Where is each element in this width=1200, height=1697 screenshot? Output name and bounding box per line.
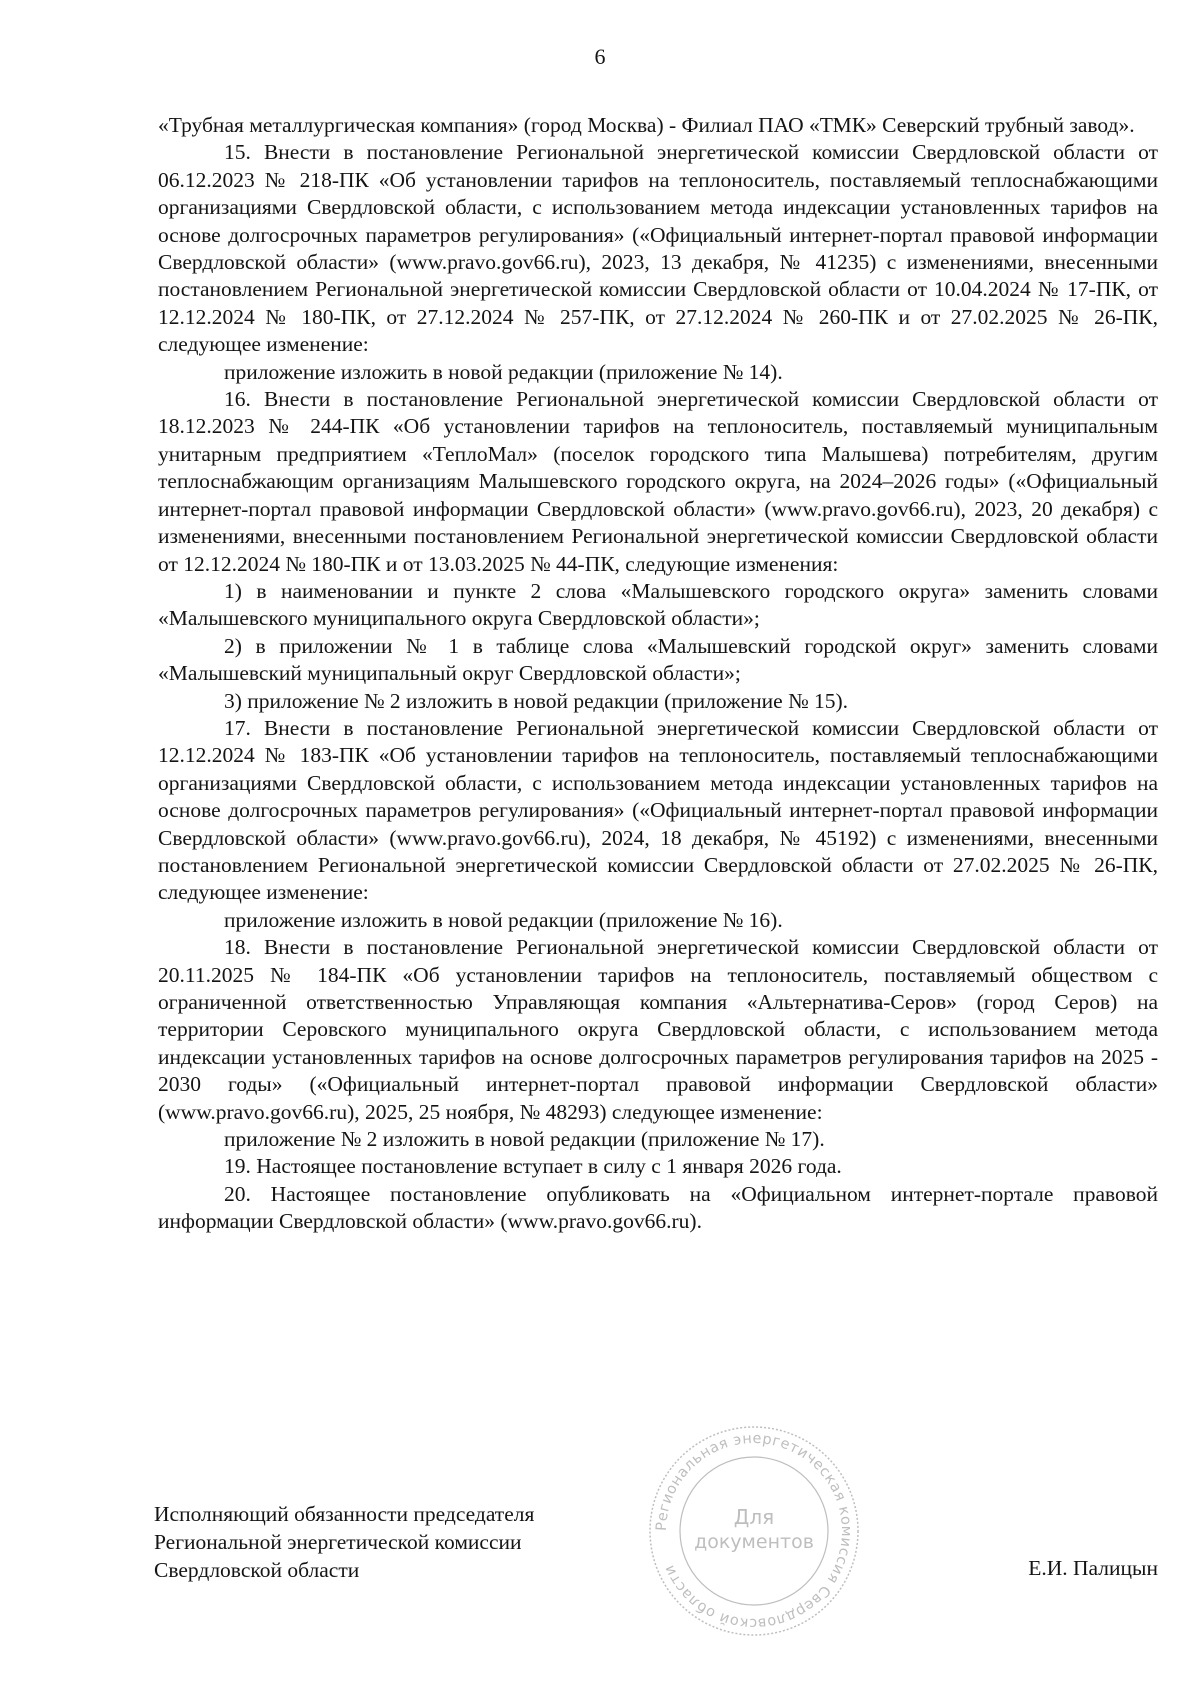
signer-name: Е.И. Палицын: [1028, 1556, 1158, 1580]
seal-ring-textpath: Региональная энергетическая комиссия Свердловской области: [653, 1430, 855, 1632]
paragraph: «Трубная металлургическая компания» (город Москва) - Филиал ПАО «ТМК» Северский трубный завод».: [158, 113, 1135, 137]
page-number: 6: [594, 44, 606, 69]
seal-stamp-icon: [647, 1424, 861, 1638]
document-body: [158, 112, 1158, 1236]
signatory-title-line: Исполняющий обязанности председателя: [154, 1502, 535, 1526]
paragraph-item-18: 18. Внести в постановление Региональной энергетической комиссии Свердловской области от 20.11.2025 № 184-ПК «Об установлении тарифов на теплоноситель, поставляемый обществом с ограниченной ответственностью Управляющая компания «Альтернатива-Серов» (город Серов) на территории Серовского муниципального округа Свердловской области, с использованием метода индексации установленных тарифов на основе долгосрочных параметров регулирования тарифов на 2025 - 2030 годы» («Официальный интернет-портал правовой информации Свердловской области» (www.pravo.gov66.ru), 2025, 25 ноября, № 48293) следующее изменение:: [158, 935, 1158, 1124]
subitem-3: 3) приложение № 2 изложить в новой редакции (приложение № 15).: [224, 688, 849, 713]
paragraph-item-17: 17. Внести в постановление Региональной энергетической комиссии Свердловской области от 12.12.2024 № 183-ПК «Об установлении тарифов на теплоноситель, поставляемый теплоснабжающими организациями Свердловской области, с использованием метода индексации установленных тарифов на основе долгосрочных параметров регулирования» («Официальный интернет-портал правовой информации Свердловской области» (www.pravo.gov66.ru), 2024, 18 декабря, № 45192) с изменениями, внесенными постановлением Региональной энергетической комиссии Свердловской области от 27.02.2025 № 26-ПК, следующее изменение:: [158, 715, 1158, 905]
signatory-title: [154, 1500, 534, 1584]
seal-center-line-2: документов: [694, 1531, 814, 1553]
subitem-1: 1) в наименовании и пункте 2 слова «Малышевского городского округа» заменить словами «Малышевского муниципального округа Свердловской области»;: [158, 578, 1158, 631]
paragraph: приложение № 2 изложить в новой редакции (приложение № 17).: [224, 1127, 825, 1152]
signatory-title-line: Региональной энергетической комиссии: [154, 1530, 522, 1554]
paragraph-item-16: 16. Внести в постановление Региональной энергетической комиссии Свердловской области от 18.12.2023 № 244-ПК «Об установлении тарифов на теплоноситель, поставляемый муниципальным унитарным предприятием «ТеплоМал» (поселок городского типа Малышева) потребителям, другим теплоснабжающим организациям Малышевского городского округа, на 2024–2026 годы» («Официальный интернет-портал правовой информации Свердловской области» (www.pravo.gov66.ru), 2023, 20 декабря) с изменениями, внесенными постановлением Региональной энергетической комиссии Свердловской области от 12.12.2024 № 180-ПК и от 13.03.2025 № 44-ПК, следующие изменения:: [158, 387, 1158, 576]
paragraph-item-20: 20. Настоящее постановление опубликовать на «Официальном интернет-портале правовой информации Свердловской области» (www.pravo.gov66.ru).: [158, 1181, 1158, 1234]
subitem-2: 2) в приложении № 1 в таблице слова «Малышевский городской округ» заменить словами «Малышевский муниципальный округ Свердловской области»;: [158, 633, 1158, 686]
paragraph-item-15: 15. Внести в постановление Региональной энергетической комиссии Свердловской области от 06.12.2023 № 218-ПК «Об установлении тарифов на теплоноситель, поставляемый теплоснабжающими организациями Свердловской области, с использованием метода индексации установленных тарифов на основе долгосрочных параметров регулирования» («Официальный интернет-портал правовой информации Свердловской области» (www.pravo.gov66.ru), 2023, 13 декабря, № 41235) с изменениями, внесенными постановлением Региональной энергетической комиссии Свердловской области от 10.04.2024 № 17-ПК, от 12.12.2024 № 180-ПК, от 27.12.2024 № 257-ПК, от 27.12.2024 № 260-ПК и от 27.02.2025 № 26-ПК, следующее изменение:: [158, 140, 1158, 357]
paragraph: приложение изложить в новой редакции (приложение № 14).: [224, 359, 783, 384]
seal-center-line-1: Для: [733, 1505, 775, 1529]
signatory-title-line: Свердловской области: [154, 1558, 360, 1582]
paragraph: приложение изложить в новой редакции (приложение № 16).: [224, 907, 783, 932]
paragraph-item-19: 19. Настоящее постановление вступает в силу с 1 января 2026 года.: [224, 1154, 842, 1179]
